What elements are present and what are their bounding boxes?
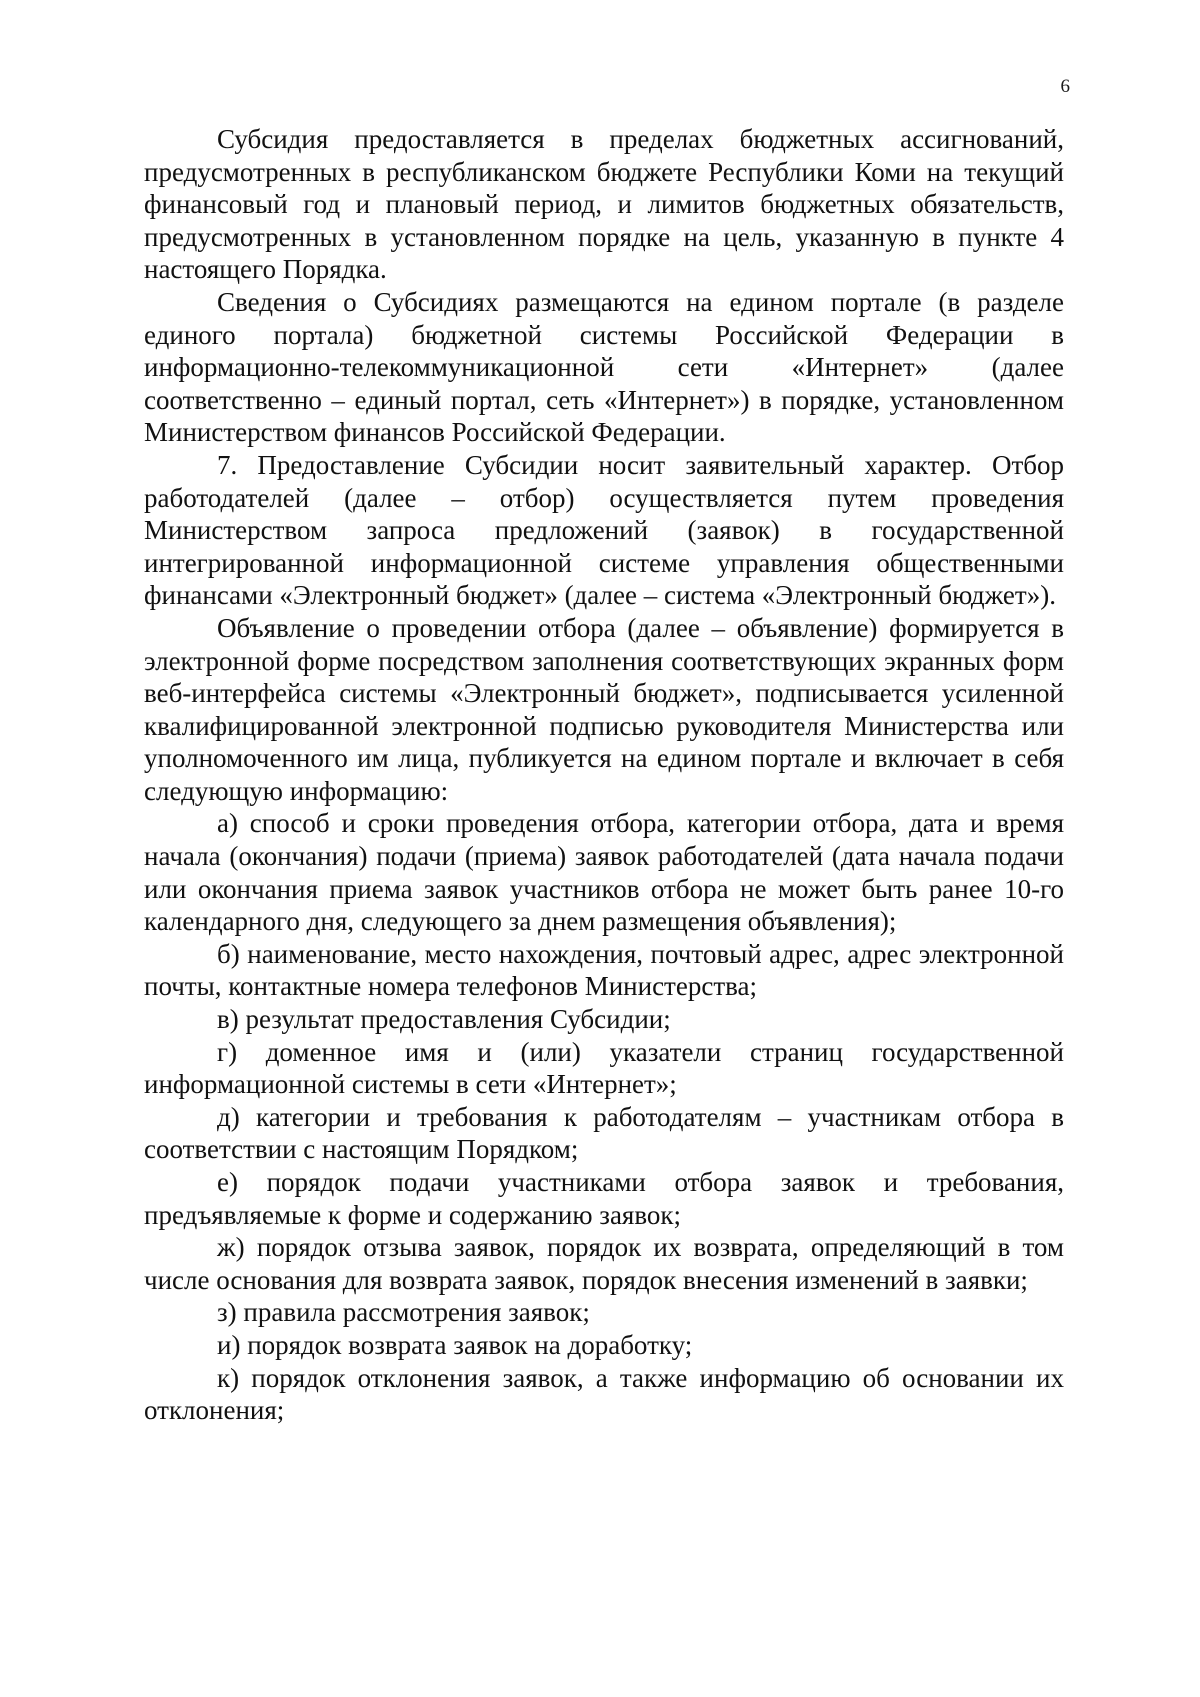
paragraph-item-7: 7. Предоставление Субсидии носит заявительный характер. Отбор работодателей (далее – отбор) осуществляется путем проведения Министерством запроса предложений (заявок) в государственной интегрированной информационной системе управления общественными финансами «Электронный бюджет» (далее – система «Электронный бюджет»). (144, 449, 1064, 611)
list-item-b: б) наименование, место нахождения, почтовый адрес, адрес электронной почты, контактные номера телефонов Министерства; (144, 938, 1064, 1002)
list-item-i: и) порядок возврата заявок на доработку; (217, 1329, 693, 1360)
list-item-zh: ж) порядок отзыва заявок, порядок их возврата, определяющий в том числе основания для возврата заявок, порядок внесения изменений в заявки; (144, 1232, 1064, 1295)
list-item-v: в) результат предоставления Субсидии; (217, 1004, 671, 1035)
list-item-z: з) правила рассмотрения заявок; (217, 1297, 590, 1328)
list-item-a: а) способ и сроки проведения отбора, категории отбора, дата и время начала (окончания) подачи (приема) заявок работодателей (дата начала подачи или окончания приема заявок участников отбора не может быть ранее 10-го календарного дня, следующего за днем размещения объявления); (144, 808, 1064, 937)
paragraph-announcement: Объявление о проведении отбора (далее – объявление) формируется в электронной форме посредством заполнения соответствующих экранных форм веб-интерфейса системы «Электронный бюджет», подписывается усиленной квалифицированной электронной подписью руководителя Министерства или уполномоченного им лица, публикуется на едином портале и включает в себя следующую информацию: (144, 612, 1064, 806)
list-item-g: г) доменное имя и (или) указатели страниц государственной информационной системы в сети «Интернет»; (144, 1036, 1064, 1100)
paragraph-subsidy-info-publication: Сведения о Субсидиях размещаются на едином портале (в разделе единого портала) бюджетной системы Российской Федерации в информационно-телекоммуникационной сети «Интернет» (далее соответственно – единый портал, сеть «Интернет») в порядке, установленном Министерством финансов Российской Федерации. (144, 286, 1064, 448)
list-item-d: д) категории и требования к работодателям – участникам отбора в соответствии с настоящим Порядком; (144, 1101, 1064, 1165)
page-number: 6 (1060, 76, 1070, 97)
list-item-k: к) порядок отклонения заявок, а также информацию об основании их отклонения; (144, 1362, 1064, 1426)
document-body (144, 123, 1064, 1427)
list-item-e: е) порядок подачи участниками отбора заявок и требования, предъявляемые к форме и содержанию заявок; (144, 1167, 1064, 1230)
paragraph-subsidy-limits: Субсидия предоставляется в пределах бюджетных ассигнований, предусмотренных в республиканском бюджете Республики Коми на текущий финансовый год и плановый период, и лимитов бюджетных обязательств, предусмотренных в установленном порядке на цель, указанную в пункте 4 настоящего Порядка. (144, 124, 1064, 285)
